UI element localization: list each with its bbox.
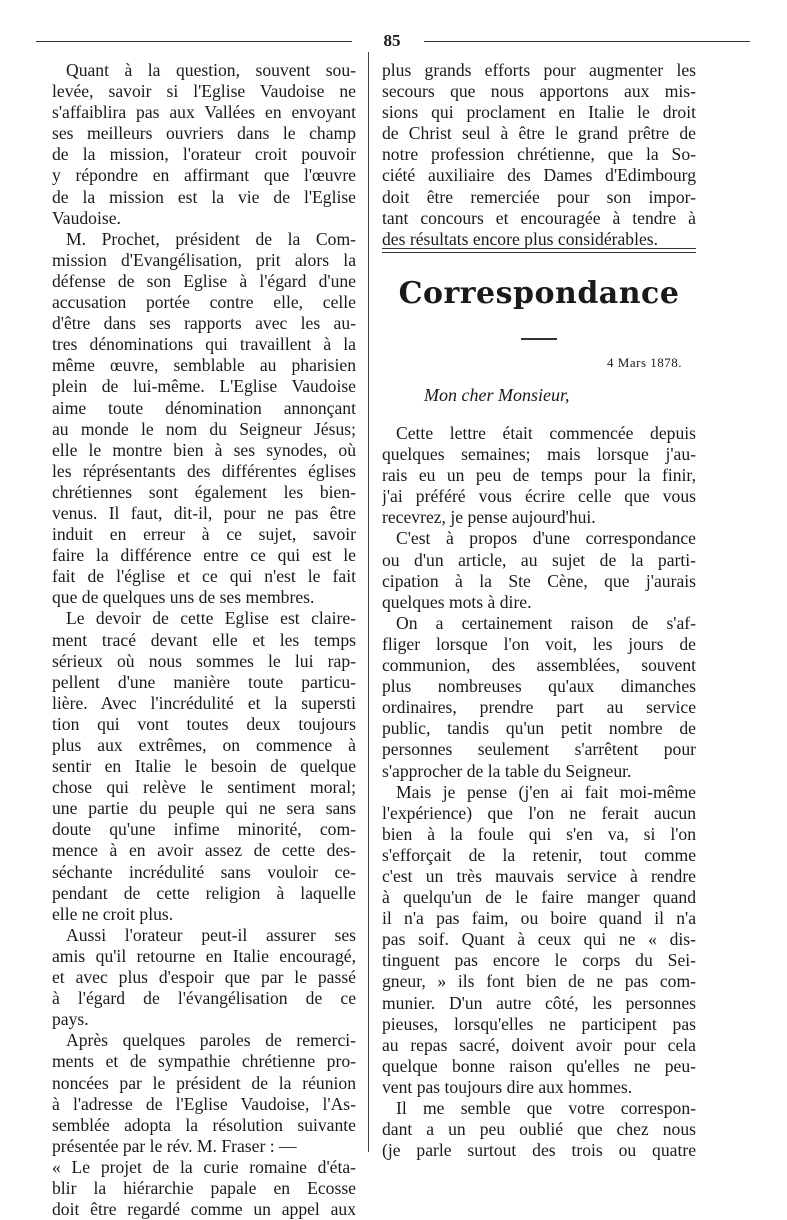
section-heading: Correspondance <box>398 276 680 311</box>
heading-short-rule <box>521 338 557 340</box>
text-line: ments et de sympathie chrétienne pro- <box>52 1051 356 1072</box>
text-line: M. Prochet, président de la Com- <box>66 228 356 249</box>
text-line: Quant à la question, souvent sou- <box>66 60 356 80</box>
text-line: fait de l'église et ce qui n'est le fait <box>52 566 356 587</box>
text-line: pays. <box>52 1009 89 1030</box>
text-line: secours que nous apportons aux mis- <box>382 81 696 102</box>
text-line: communion, des assemblées, souvent <box>382 655 696 676</box>
text-line: et avec plus d'espoir que par le passé <box>52 967 356 988</box>
text-line: plus grands efforts pour augmenter les <box>382 60 696 80</box>
text-line: dant a un peu oublié que chez nous <box>382 1119 696 1140</box>
text-line: faire la différence entre ce qui est le <box>52 545 356 566</box>
text-line: défense de son Eglise à l'égard d'une <box>52 270 356 291</box>
text-line: C'est à propos d'une correspondance <box>396 528 696 549</box>
text-line: de Christ seul à être le grand prêtre de <box>382 123 696 144</box>
text-line: tres dénominations qui travaillent à la <box>52 334 356 355</box>
header-rule-right <box>424 41 750 42</box>
text-line: noncées par le président de la réunion <box>52 1072 356 1093</box>
right-column-top <box>382 60 696 250</box>
text-line: plus nombreuses qu'aux dimanches <box>382 676 696 697</box>
page-header <box>36 33 752 49</box>
text-line: lière. Avec l'incrédulité et la supersti <box>52 692 356 713</box>
text-line: quelques mots à dire. <box>382 591 532 612</box>
text-line: chose qui relève le sentiment moral; <box>52 777 356 798</box>
text-line: On a certainement raison de s'af- <box>396 612 696 633</box>
text-line: mence à en avoir assez de cette des- <box>52 840 356 861</box>
text-line: Après quelques paroles de remerci- <box>66 1030 356 1051</box>
text-line: Mais je pense (j'en ai fait moi-même <box>396 781 696 802</box>
letter-salutation: Mon cher Monsieur, <box>424 385 570 405</box>
letter-date: 4 Mars 1878. <box>607 355 682 370</box>
text-line: s'efforçait de la retenir, tout comme <box>382 844 696 865</box>
text-line: Il me semble que votre correspon- <box>396 1098 696 1118</box>
text-line: à l'égard de l'évangélisation de ce <box>52 988 356 1009</box>
text-line: que de quelques uns de ses membres. <box>52 587 315 608</box>
text-line: munier. D'un autre côté, les personnes <box>382 992 696 1013</box>
text-line: une partie du peuple qui ne sera sans <box>52 798 356 819</box>
text-line: pas soif. Quant à ceux qui ne « dis- <box>382 929 696 950</box>
text-line: mission d'Evangélisation, prit alors la <box>52 249 356 270</box>
text-line: pellent d'une manière toute particu- <box>52 671 356 692</box>
text-line: chrétiennes sont également les bien- <box>52 481 356 502</box>
text-line: Vaudoise. <box>52 207 121 228</box>
text-line: de la mission, l'orateur croit pouvoir <box>52 144 356 165</box>
text-line: ses meilleurs ouvriers dans le champ <box>52 123 356 144</box>
column-divider <box>368 52 369 1152</box>
text-line: à l'adresse de l'Eglise Vaudoise, l'As- <box>52 1093 356 1114</box>
text-line: de la mission est la vie de l'Eglise <box>52 186 356 207</box>
text-line: l'expérience) que l'on ne ferait aucun <box>382 802 696 823</box>
text-line: Cette lettre était commencée depuis <box>396 423 696 443</box>
left-column <box>52 60 356 1220</box>
text-line: quelque bonne raison qu'elles ne peu- <box>382 1055 696 1076</box>
text-line: tant concours et encouragée à tendre à <box>382 207 696 228</box>
text-line: vent pas toujours dire aux hommes. <box>382 1076 633 1097</box>
text-line: s'approcher de la table du Seigneur. <box>382 760 632 781</box>
text-line: personnes seulement s'arrêtent pour <box>382 739 696 760</box>
text-line: notre profession chrétienne, que la So- <box>382 144 696 165</box>
text-line: elle le montre bien à ses synodes, où <box>52 439 356 460</box>
text-line: tion qui vont toutes deux toujours <box>52 713 356 734</box>
text-line: même œuvre, semblable au pharisien <box>52 355 356 376</box>
text-line: s'affaiblira pas aux Vallées en envoyant <box>52 102 356 123</box>
text-line: il n'a pas faim, ou boire quand il n'a <box>382 908 696 929</box>
text-line: ou d'un article, au sujet de la parti- <box>382 549 696 570</box>
text-line: ciété auxiliaire des Dames d'Edimbourg <box>382 165 696 186</box>
text-line: quelques semaines; mais lorsque j'au- <box>382 444 696 465</box>
text-line: doute qu'une infime minorité, com- <box>52 819 356 840</box>
page-number: 85 <box>383 31 401 50</box>
text-line: sions qui proclament en Italie le droit <box>382 102 696 123</box>
text-line: bien à la foule qui s'en va, si l'on <box>382 823 696 844</box>
header-rule-left <box>36 41 352 42</box>
text-line: doit être regardé comme un appel aux <box>52 1199 356 1220</box>
text-line: doit être remerciée pour son impor- <box>382 186 696 207</box>
text-line: aime toute dénomination annonçant <box>52 397 356 418</box>
text-line: cipation à la Ste Cène, que j'aurais <box>382 570 696 591</box>
text-line: fliger lorsque l'on voit, les jours de <box>382 633 696 654</box>
text-line: « Le projet de la curie romaine d'éta- <box>52 1156 356 1177</box>
text-line: Aussi l'orateur peut-il assurer ses <box>66 924 356 945</box>
text-line: y répondre en affirmant que l'œuvre <box>52 165 356 186</box>
text-line: amis qu'il retourne en Italie encouragé, <box>52 945 356 966</box>
text-line: plus aux extrêmes, on commence à <box>52 735 356 755</box>
text-line: elle ne croit plus. <box>52 903 174 924</box>
text-line: d'être dans ses rapports avec les au- <box>52 313 356 334</box>
text-line: pendant de cette religion à laquelle <box>52 882 356 903</box>
text-line: sentir en Italie le besoin de quelque <box>52 756 356 777</box>
text-line: sérieux où nous sommes le lui rap- <box>52 650 356 671</box>
text-line: les réprésentants des différentes églises <box>52 460 356 481</box>
text-line: ment tracé devant elle et les temps <box>52 629 356 650</box>
text-line: plein de lui-même. L'Eglise Vaudoise <box>52 376 356 397</box>
text-line: au repas sacré, doivent avoir pour cela <box>382 1034 696 1055</box>
text-line: ordinaires, prendre part au service <box>382 697 696 718</box>
text-line: rais eu un peu de temps pour la finir, <box>382 465 696 486</box>
text-line: venus. Il faut, dit-il, pour ne pas être <box>52 502 356 523</box>
text-line: présentée par le rév. M. Fraser : — <box>52 1135 297 1156</box>
text-line: accusation portée contre elle, celle <box>52 292 356 313</box>
text-line: blir la hiérarchie papale en Ecosse <box>52 1177 356 1198</box>
text-line: séchante incrédulité sans vouloir ce- <box>52 861 356 882</box>
text-line: Le devoir de cette Eglise est claire- <box>66 608 356 629</box>
right-column-body <box>382 423 696 1161</box>
text-line: pieuses, lorsqu'elles ne participent pas <box>382 1013 696 1034</box>
text-line: public, tandis qu'un petit nombre de <box>382 718 696 739</box>
text-line: tinguent pas encore le corps du Sei- <box>382 950 696 971</box>
text-line: semblée adopta la résolution suivante <box>52 1114 356 1135</box>
text-line: au monde le nom du Seigneur Jésus; <box>52 418 356 439</box>
text-line: des résultats encore plus considérables. <box>382 228 659 249</box>
text-line: à quelqu'un de le faire manger quand <box>382 887 696 908</box>
text-line: (je parle surtout des trois ou quatre <box>382 1140 696 1161</box>
text-line: levée, savoir si l'Eglise Vaudoise ne <box>52 81 356 102</box>
text-line: gneur, » ils font bien de ne pas com- <box>382 971 696 992</box>
text-line: induit en erreur à ce sujet, savoir <box>52 524 356 545</box>
text-line: j'ai préféré vous écrire celle que vous <box>382 486 696 507</box>
section-double-rule <box>382 248 696 254</box>
text-line: recevrez, je pense aujourd'hui. <box>382 507 596 528</box>
text-line: c'est un très mauvais service à rendre <box>382 865 696 886</box>
